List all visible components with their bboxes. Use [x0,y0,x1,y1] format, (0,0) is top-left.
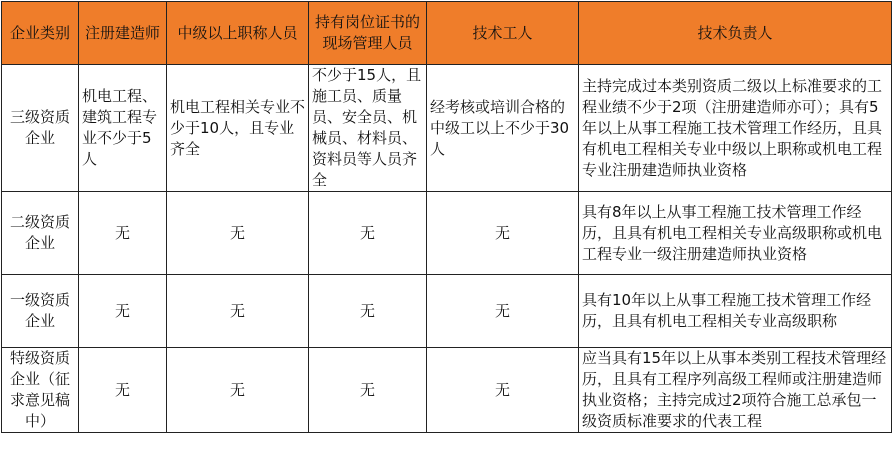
tech-lead-cell: 具有8年以上从事工程施工技术管理工作经历，且具有机电工程相关专业高级职称或机电工程专业一级注册建造师执业资格 [579,192,892,275]
workers-cell: 无 [427,275,579,348]
header-site-managers: 持有岗位证书的现场管理人员 [309,2,427,65]
site-managers-cell: 无 [309,192,427,275]
header-row [2,2,892,65]
header-titled-staff: 中级以上职称人员 [167,2,309,65]
workers-cell: 无 [427,192,579,275]
qualification-requirements-table [1,1,892,433]
workers-cell: 经考核或培训合格的中级工以上不少于30人 [427,65,579,192]
table-row [2,192,892,275]
constructor-cell: 无 [79,275,167,348]
constructor-cell: 无 [79,348,167,433]
category-cell: 二级资质企业 [2,192,79,275]
category-cell: 特级资质企业（征求意见稿中） [2,348,79,433]
header-technical-lead: 技术负责人 [579,2,892,65]
header-category: 企业类别 [2,2,79,65]
titled-staff-cell: 无 [167,348,309,433]
category-cell: 三级资质企业 [2,65,79,192]
table-row [2,348,892,433]
site-managers-cell: 无 [309,348,427,433]
header-registered-constructor: 注册建造师 [79,2,167,65]
site-managers-cell: 不少于15人，且施工员、质量员、安全员、机械员、材料员、资料员等人员齐全 [309,65,427,192]
constructor-cell: 无 [79,192,167,275]
tech-lead-cell: 具有10年以上从事工程施工技术管理工作经历，且具有机电工程相关专业高级职称 [579,275,892,348]
titled-staff-cell: 无 [167,192,309,275]
site-managers-cell: 无 [309,275,427,348]
table-row [2,65,892,192]
tech-lead-cell: 应当具有15年以上从事本类别工程技术管理经历，且具有工程序列高级工程师或注册建造师执业资格；主持完成过2项符合施工总承包一级资质标准要求的代表工程 [579,348,892,433]
tech-lead-cell: 主持完成过本类别资质二级以上标准要求的工程业绩不少于2项（注册建造师亦可）；具有5年以上从事工程施工技术管理工作经历，且具有机电工程相关专业中级以上职称或机电工程专业注册建造师执业资格 [579,65,892,192]
titled-staff-cell: 无 [167,275,309,348]
titled-staff-cell: 机电工程相关专业不少于10人，且专业齐全 [167,65,309,192]
category-cell: 一级资质企业 [2,275,79,348]
table-row [2,275,892,348]
constructor-cell: 机电工程、建筑工程专业不少于5人 [79,65,167,192]
header-skilled-workers: 技术工人 [427,2,579,65]
workers-cell: 无 [427,348,579,433]
